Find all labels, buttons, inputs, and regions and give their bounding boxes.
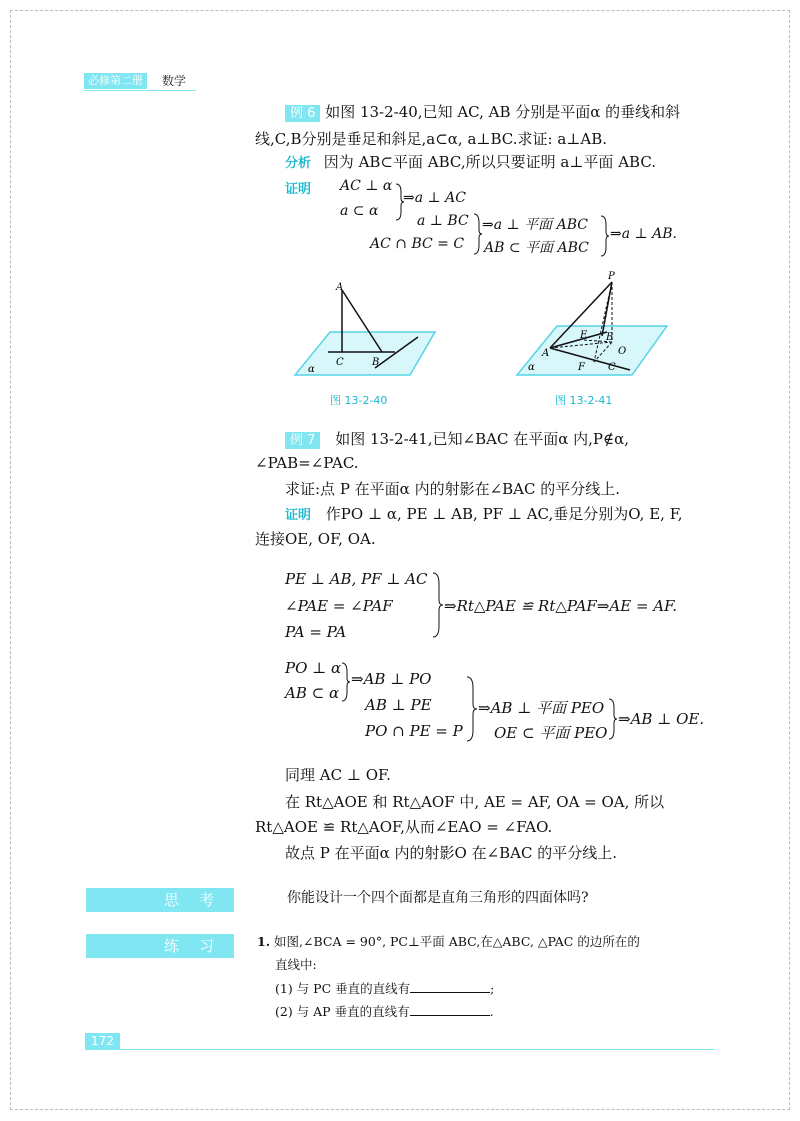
sys2-d: PO ∩ PE = P xyxy=(365,722,463,740)
brace-6 xyxy=(466,676,478,742)
label-C: C xyxy=(336,357,344,368)
example7-claim: 求证:点 P 在平面α 内的射影在∠BAC 的平分线上. xyxy=(285,480,621,498)
proof6-l4: AC ∩ BC = C xyxy=(370,236,465,252)
label-P: P xyxy=(608,271,615,282)
think-label: 思考 xyxy=(86,888,234,912)
sys2-b: AB ⊂ α xyxy=(285,684,340,702)
label-O: O xyxy=(618,346,627,357)
sys2-r1: ⇒AB ⊥ PO xyxy=(351,670,432,688)
brace-4 xyxy=(432,572,444,638)
proof6-label: 证明 xyxy=(285,182,312,197)
think-question: 你能设计一个四个面都是直角三角形的四面体吗? xyxy=(287,890,589,906)
conclusion-2: Rt△AOE ≌ Rt△AOF,从而∠EAO = ∠FAO. xyxy=(255,818,553,836)
example6-line2: 线,C,B分别是垂足和斜足,a⊂α, a⊥BC.求证: a⊥AB. xyxy=(255,130,608,148)
example7-proof-intro2: 连接OE, OF, OA. xyxy=(255,530,376,548)
sys2-a: PO ⊥ α xyxy=(285,659,342,677)
practice-label: 练习 xyxy=(86,934,234,958)
conclusion-1: 在 Rt△AOE 和 Rt△AOF 中, AE = AF, OA = OA, 所以 xyxy=(285,793,665,811)
example7-proof-intro: 证明 作PO ⊥ α, PE ⊥ AB, PF ⊥ AC,垂足分别为O, E, F, xyxy=(285,505,683,523)
plane-alpha xyxy=(517,326,667,375)
footer-rule xyxy=(120,1049,715,1050)
page-number: 172 xyxy=(85,1033,120,1050)
practice-item1-line2: 直线中: xyxy=(275,957,317,972)
sys2-r2: ⇒AB ⊥ 平面 PEO xyxy=(478,699,605,717)
label-E: E xyxy=(580,330,588,341)
label-B: B xyxy=(606,332,614,343)
label-B: B xyxy=(372,357,380,368)
proof6-l2: a ⊂ α xyxy=(340,203,379,219)
proof6-r3: AB ⊂ 平面 ABC xyxy=(484,240,589,256)
book-tag: 必修第二册 xyxy=(84,73,147,89)
proof6-l1: AC ⊥ α xyxy=(340,178,393,194)
example7-line2: ∠PAB=∠PAC. xyxy=(255,454,359,472)
label-C: C xyxy=(608,362,616,373)
example6-label: 例 6 xyxy=(285,105,320,122)
example6-line1: 例 6 如图 13-2-40,已知 AC, AB 分别是平面α 的垂线和斜 xyxy=(285,100,680,126)
sys2-r4: ⇒AB ⊥ OE. xyxy=(618,710,705,728)
brace-5 xyxy=(341,662,351,702)
proof6-l3: a ⊥ BC xyxy=(417,213,469,229)
label-alpha: α xyxy=(528,362,535,373)
answer-blank-1[interactable] xyxy=(410,980,490,993)
subject-label: 数学 xyxy=(162,74,187,88)
figure-13-2-40 xyxy=(290,280,440,380)
analysis-label: 分析 xyxy=(285,156,312,171)
label-F: F xyxy=(578,362,585,373)
same-reasoning: 同理 AC ⊥ OF. xyxy=(285,766,391,784)
proof7-label: 证明 xyxy=(285,508,312,523)
conclusion-3: 故点 P 在平面α 内的射影O 在∠BAC 的平分线上. xyxy=(285,844,618,862)
practice-item1-line1: 1. 如图,∠BCA = 90°, PC⊥平面 ABC,在△ABC, △PAC 的边所在的 xyxy=(257,934,640,949)
sys2-c: AB ⊥ PE xyxy=(365,696,432,714)
plane-alpha xyxy=(295,332,435,375)
label-A: A xyxy=(542,348,550,359)
brace-3 xyxy=(600,215,610,257)
example7-line1: 例 7 如图 13-2-41,已知∠BAC 在平面α 内,P∉α, xyxy=(285,427,629,453)
sys1-b: ∠PAE = ∠PAF xyxy=(285,597,393,615)
proof6-r1: ⇒a ⊥ AC xyxy=(403,190,466,206)
label-A: A xyxy=(336,282,344,293)
practice-q1: (1) 与 PC 垂直的直线有 ; xyxy=(275,981,495,996)
sys1-result: ⇒Rt△PAE ≌ Rt△PAF⇒AE = AF. xyxy=(444,597,677,615)
sys1-a: PE ⊥ AB, PF ⊥ AC xyxy=(285,570,428,588)
figure-13-2-41 xyxy=(512,270,672,380)
practice-q2: (2) 与 AP 垂直的直线有 . xyxy=(275,1004,494,1019)
example6-analysis: 分析 因为 AB⊂平面 ABC,所以只要证明 a⊥平面 ABC. xyxy=(285,153,657,171)
header-rule xyxy=(84,90,196,91)
example7-label: 例 7 xyxy=(285,432,320,449)
caption-13-2-40: 图 13-2-40 xyxy=(330,394,388,407)
caption-13-2-41: 图 13-2-41 xyxy=(555,394,613,407)
label-alpha: α xyxy=(308,364,315,375)
proof6-r2: ⇒a ⊥ 平面 ABC xyxy=(482,217,588,233)
proof6-r4: ⇒a ⊥ AB. xyxy=(610,226,677,242)
sys2-r3: OE ⊂ 平面 PEO xyxy=(494,724,608,742)
brace-7 xyxy=(608,698,618,740)
answer-blank-2[interactable] xyxy=(410,1003,490,1016)
sys1-c: PA = PA xyxy=(285,623,347,641)
